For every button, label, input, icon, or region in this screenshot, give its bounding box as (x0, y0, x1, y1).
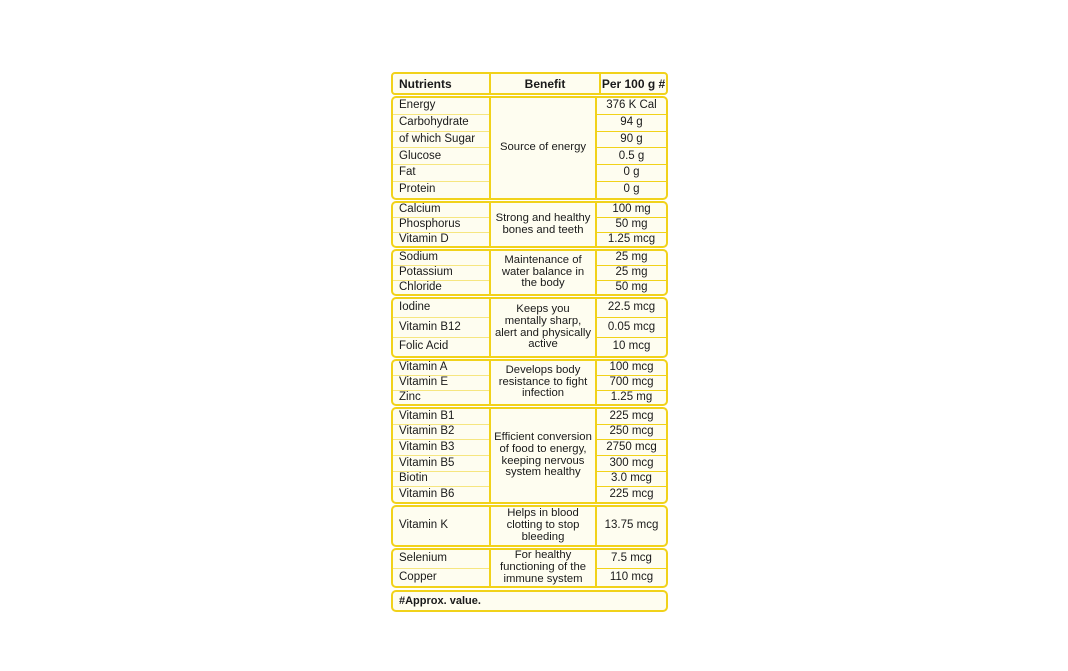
nutrient-name: Vitamin K (399, 519, 449, 532)
nutrient-group (391, 359, 668, 406)
nutrient-name: Vitamin B2 (393, 424, 489, 440)
nutrient-name: Vitamin B3 (393, 439, 489, 455)
header-nutrients: Nutrients (399, 76, 452, 91)
nutrient-value: 50 mg (597, 280, 666, 295)
nutrient-name: Vitamin D (393, 232, 489, 247)
nutrient-values (597, 361, 666, 404)
nutrient-name: Fat (393, 164, 489, 181)
nutrient-name: Calcium (399, 203, 441, 216)
header-benefit: Benefit (489, 74, 599, 93)
nutrient-value: 2750 mcg (597, 439, 666, 455)
nutrient-value: 13.75 mcg (604, 519, 659, 532)
nutrient-names (393, 299, 489, 356)
nutrient-name: Vitamin E (393, 375, 489, 390)
nutrient-names (393, 409, 489, 502)
footnote: #Approx. value. (391, 590, 668, 612)
nutrient-names (393, 507, 489, 545)
benefit-text: Source of energy (489, 98, 597, 198)
benefit-text: For healthy functioning of the immune system (489, 550, 597, 586)
nutrient-value: 25 mg (615, 251, 648, 264)
nutrient-value: 300 mcg (597, 455, 666, 471)
nutrient-name: Vitamin A (399, 361, 448, 374)
nutrient-value: 225 mcg (609, 409, 654, 422)
nutrient-name: Energy (399, 99, 436, 112)
nutrient-value: 100 mg (612, 203, 651, 216)
nutrient-value: 0.5 g (597, 147, 666, 164)
nutrient-value: 0 g (597, 181, 666, 198)
nutrient-name: Chloride (393, 280, 489, 295)
nutrient-values (597, 299, 666, 356)
nutrient-value: 700 mcg (597, 375, 666, 390)
nutrient-name: Vitamin B6 (393, 486, 489, 502)
nutrient-values (597, 409, 666, 502)
nutrient-names (393, 203, 489, 246)
nutrient-group (391, 548, 668, 588)
nutrient-group (391, 249, 668, 296)
nutrient-value: 50 mg (597, 217, 666, 232)
nutrient-value: 10 mcg (597, 337, 666, 356)
nutrient-value: 376 K Cal (606, 99, 657, 112)
nutrient-value: 3.0 mcg (597, 471, 666, 487)
nutrient-name: Vitamin B5 (393, 455, 489, 471)
nutrient-values (597, 251, 666, 294)
benefit-text: Develops body resistance to fight infection (489, 361, 597, 404)
nutrient-name: Iodine (399, 301, 431, 314)
nutrient-name: Biotin (393, 471, 489, 487)
benefit-text: Efficient conversion of food to energy, keeping nervous system healthy (489, 409, 597, 502)
nutrient-values (597, 203, 666, 246)
benefit-text: Strong and healthy bones and teeth (489, 203, 597, 246)
nutrient-value: 1.25 mg (597, 390, 666, 405)
nutrient-group (391, 407, 668, 504)
nutrient-group (391, 201, 668, 248)
nutrient-names (393, 361, 489, 404)
nutrient-value: 90 g (597, 131, 666, 148)
nutrient-values (597, 550, 666, 586)
nutrient-value: 1.25 mcg (597, 232, 666, 247)
nutrient-value: 94 g (597, 114, 666, 131)
nutrient-name: Selenium (399, 552, 447, 564)
nutrient-values (597, 98, 666, 198)
nutrient-names (393, 98, 489, 198)
nutrient-name: Vitamin B1 (399, 409, 455, 422)
nutrient-value: 0.05 mcg (597, 317, 666, 336)
nutrient-name: Carbohydrate (393, 114, 489, 131)
nutrient-name: Zinc (393, 390, 489, 405)
nutrient-value: 225 mcg (597, 486, 666, 502)
nutrition-table (391, 72, 668, 612)
benefit-text: Maintenance of water balance in the body (489, 251, 597, 294)
nutrient-name: of which Sugar (393, 131, 489, 148)
nutrient-name: Folic Acid (393, 337, 489, 356)
nutrient-name: Protein (393, 181, 489, 198)
nutrient-group (391, 505, 668, 547)
nutrient-group (391, 96, 668, 200)
nutrient-names (393, 550, 489, 586)
nutrient-value: 110 mcg (597, 568, 666, 587)
nutrient-name: Glucose (393, 147, 489, 164)
nutrient-value: 0 g (597, 164, 666, 181)
table-header (391, 72, 668, 95)
benefit-text: Helps in blood clotting to stop bleeding (489, 507, 597, 545)
nutrient-value: 100 mcg (609, 361, 654, 374)
nutrient-group (391, 297, 668, 358)
nutrient-name: Phosphorus (393, 217, 489, 232)
nutrient-value: 7.5 mcg (611, 552, 652, 564)
header-per-100g: Per 100 g # (599, 74, 666, 93)
nutrient-name: Copper (393, 568, 489, 587)
nutrient-value: 25 mg (597, 265, 666, 280)
nutrient-value: 250 mcg (597, 424, 666, 440)
nutrient-names (393, 251, 489, 294)
nutrient-name: Sodium (399, 251, 438, 264)
nutrient-name: Vitamin B12 (393, 317, 489, 336)
nutrient-groups (391, 96, 668, 588)
benefit-text: Keeps you mentally sharp, alert and physically active (489, 299, 597, 356)
nutrient-value: 22.5 mcg (607, 301, 656, 314)
nutrient-values (597, 507, 666, 545)
nutrient-name: Potassium (393, 265, 489, 280)
